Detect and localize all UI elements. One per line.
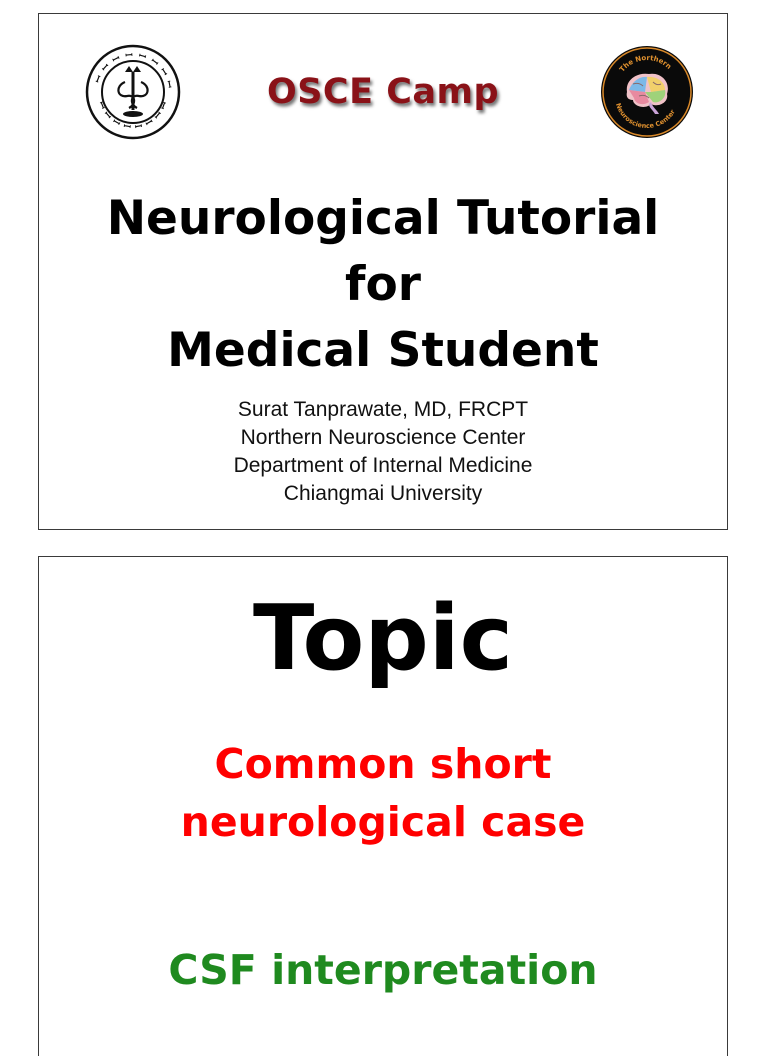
camp-title: OSCE Camp — [266, 72, 500, 112]
svg-text:ꟷ ꟷ ꟷ ꟷ ꟷ ꟷ ꟷ ꟷ: ꟷ ꟷ ꟷ ꟷ ꟷ ꟷ ꟷ ꟷ — [95, 99, 172, 134]
main-title — [39, 186, 727, 384]
topic-item-csf-line-1: CSF interpretation — [168, 946, 598, 994]
topic-item-short-case-line-1: Common short — [214, 740, 552, 788]
author-department: Department of Internal Medicine — [233, 454, 533, 477]
author-university: Chiangmai University — [283, 482, 483, 505]
svg-text:Neuroscience Center: Neuroscience Center — [614, 101, 677, 131]
slide-topic — [38, 556, 728, 1056]
svg-text:ꟷ ꟷ ꟷ ꟷ ꟷ ꟷ ꟷ ꟷ: ꟷ ꟷ ꟷ ꟷ ꟷ ꟷ ꟷ ꟷ — [93, 50, 175, 91]
main-title-line-1: Neurological Tutorial — [106, 191, 660, 246]
main-title-line-2: for — [345, 257, 421, 312]
slide-title — [38, 13, 728, 530]
author-name: Surat Tanprawate, MD, FRCPT — [237, 398, 529, 421]
topic-item-csf — [39, 941, 727, 999]
neuroscience-center-logo-icon — [599, 44, 695, 140]
svg-text:The Northern: The Northern — [618, 53, 673, 74]
topic-heading: Topic — [253, 586, 513, 691]
author-block — [39, 396, 727, 508]
topic-item-short-case-line-2: neurological case — [180, 798, 586, 846]
topic-item-short-case — [39, 735, 727, 851]
main-title-line-3: Medical Student — [167, 323, 599, 378]
author-center: Northern Neuroscience Center — [240, 426, 526, 449]
